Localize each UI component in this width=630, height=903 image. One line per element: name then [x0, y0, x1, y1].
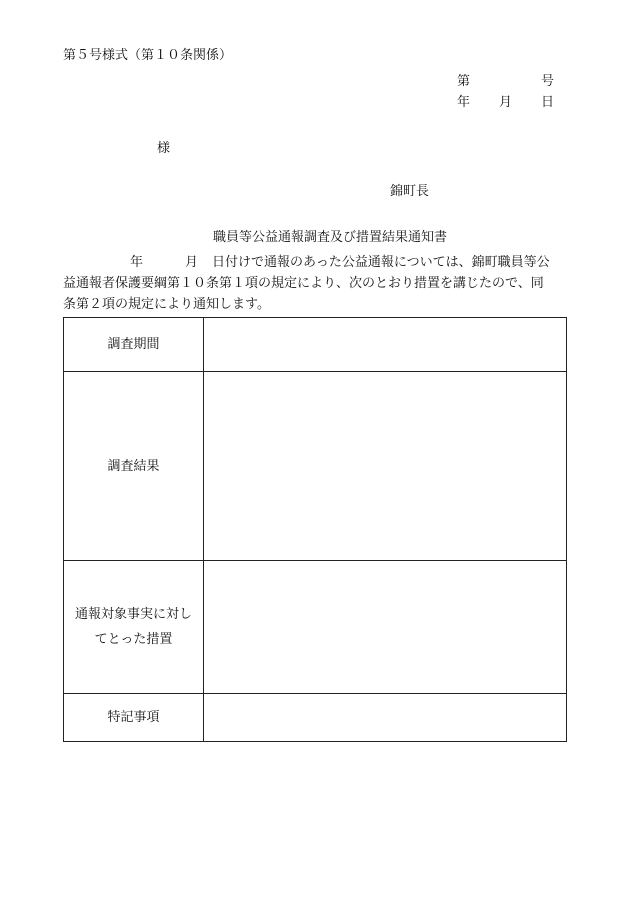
- result-table: [63, 317, 567, 742]
- form-number: 第５号様式（第１０条関係）: [63, 48, 233, 63]
- value-investigation-period[interactable]: [204, 318, 567, 372]
- label-investigation-result: 調査結果: [64, 372, 204, 561]
- document-title: 職員等公益通報調査及び措置結果通知書: [213, 230, 448, 245]
- body-line-1: [63, 252, 568, 273]
- doc-number-prefix: 第: [457, 74, 471, 89]
- body-date-year: 年: [130, 255, 144, 270]
- table-row-notes: [64, 694, 567, 742]
- label-measures-line-1: 通報対象事実に対し: [74, 607, 192, 622]
- doc-number-suffix: 号: [541, 74, 555, 89]
- label-measures: [64, 561, 204, 694]
- table-row-result: [64, 372, 567, 561]
- table-row-measures: [64, 561, 567, 694]
- body-paragraph: [63, 252, 568, 315]
- label-special-notes: 特記事項: [64, 694, 204, 742]
- value-investigation-result[interactable]: [204, 372, 567, 561]
- value-special-notes[interactable]: [204, 694, 567, 742]
- date-year: 年: [457, 95, 471, 110]
- value-measures[interactable]: [204, 561, 567, 694]
- date-day: 日: [541, 95, 555, 110]
- table-row-period: [64, 318, 567, 372]
- body-date-month: 月: [185, 255, 199, 270]
- body-line-1-text: 日付けで通報のあった公益通報については、錦町職員等公: [212, 255, 550, 270]
- addressee-suffix: 様: [157, 141, 171, 156]
- body-line-2: 益通報者保護要綱第１０条第１項の規定により、次のとおり措置を講じたので、同: [63, 276, 544, 291]
- date-month: 月: [499, 95, 513, 110]
- issuer: 錦町長: [390, 184, 430, 199]
- label-measures-line-2: てとった措置: [94, 632, 173, 647]
- label-investigation-period: 調査期間: [64, 318, 204, 372]
- body-line-3: 条第２項の規定により通知します。: [63, 297, 270, 312]
